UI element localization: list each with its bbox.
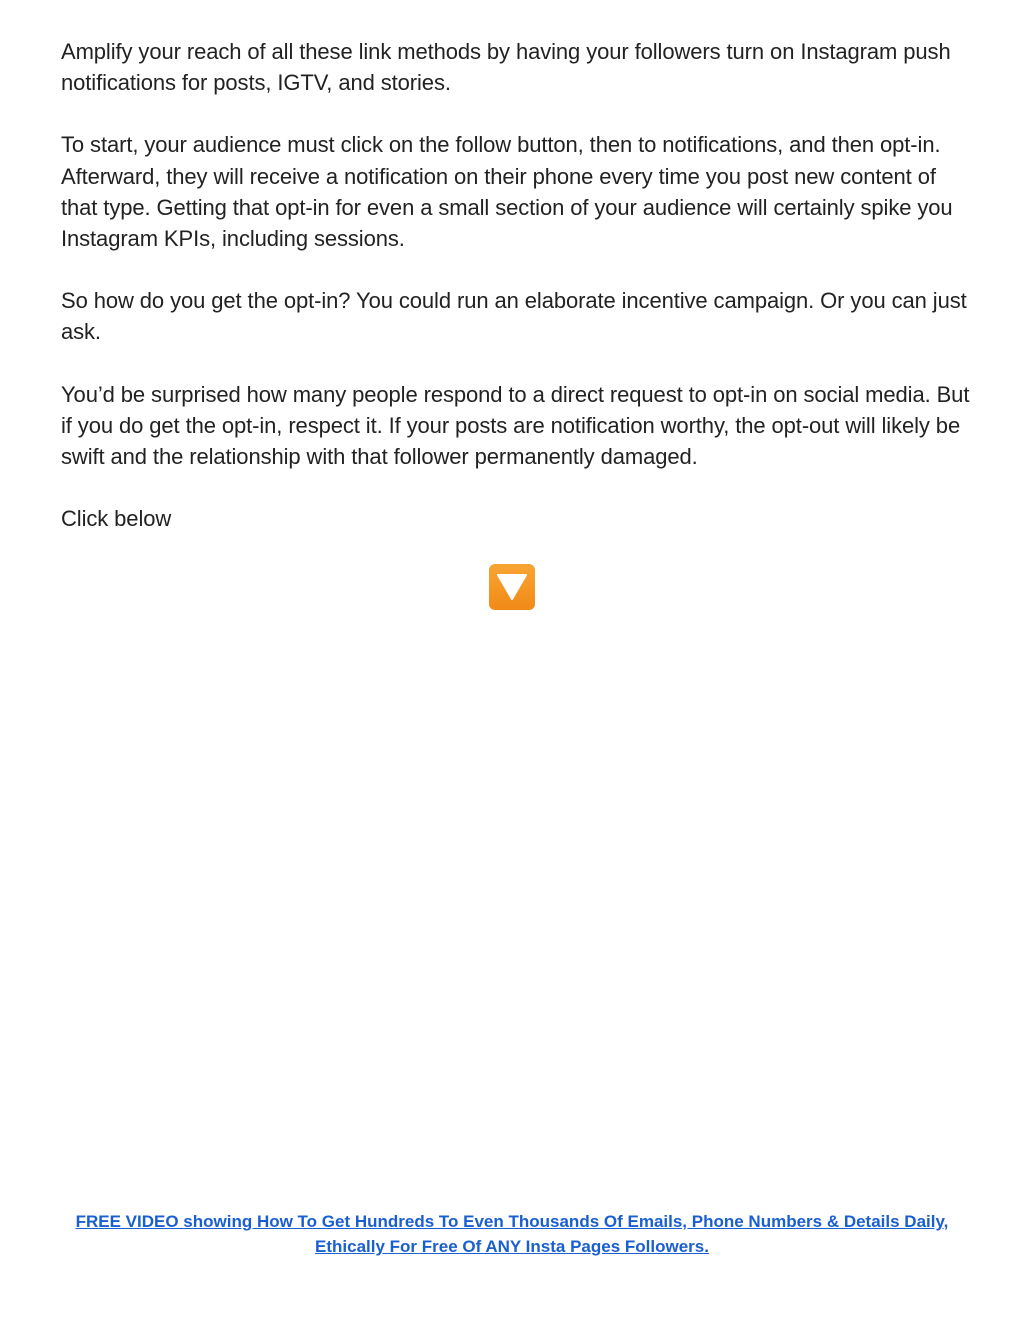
free-video-link[interactable]: FREE VIDEO showing How To Get Hundreds To Even Thousands Of Emails, Phone Numbers & Details Daily, Ethically For Free Of ANY Insta Pages Followers.: [75, 1212, 949, 1256]
paragraph-opt-in-steps: To start, your audience must click on the follow button, then to notifications, and then opt-in. Afterward, they will receive a notification on their phone every time you post new content of that type. Getting that opt-in for even a small section of your audience will certainly spike you Instagram KPIs, including sessions.: [61, 132, 953, 252]
down-arrow-button-icon: [489, 564, 535, 610]
paragraph-how-to-get-opt-in: So how do you get the opt-in? You could run an elaborate incentive campaign. Or you can just ask.: [61, 288, 967, 345]
paragraph-push-notifications: Amplify your reach of all these link methods by having your followers turn on Instagram push notifications for posts, IGTV, and stories.: [61, 39, 951, 96]
paragraph-respect-opt-in: You’d be surprised how many people respond to a direct request to opt-in on social media. But if you do get the opt-in, respect it. If your posts are notification worthy, the opt-out will likely be swift and the relationship with that follower permanently damaged.: [61, 381, 970, 470]
document-body: [61, 36, 971, 565]
down-arrow-button[interactable]: [489, 564, 535, 610]
paragraph-click-below: Click below: [61, 506, 172, 532]
